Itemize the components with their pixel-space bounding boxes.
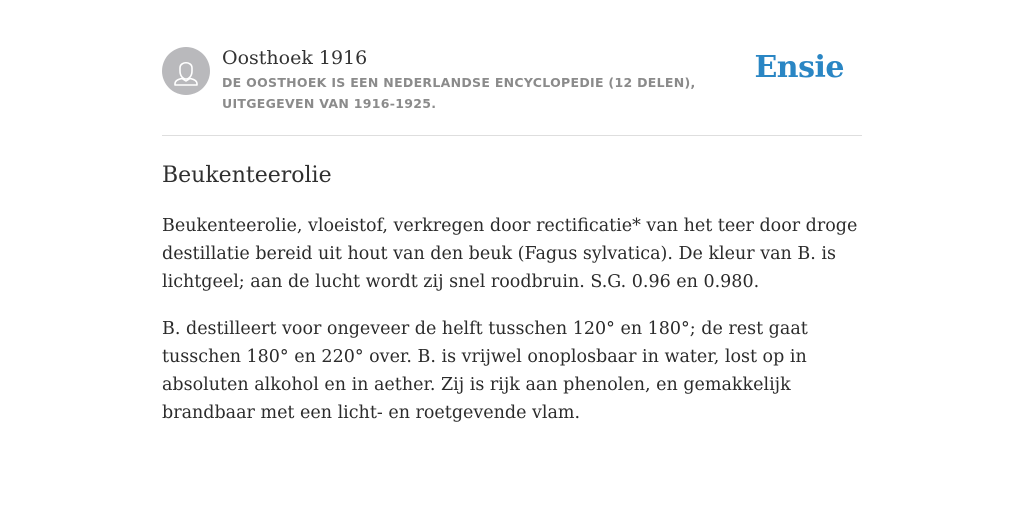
entry-paragraph: Beukenteerolie, vloeistof, verkregen door rectificatie* van het teer door droge destillatie bereid uit hout van den beuk (Fagus sylvatica). De kleur van B. is lichtgeel; aan de lucht wordt zij snel roodbruin. S.G. 0.96 en 0.980. — [162, 216, 858, 292]
user-silhouette-icon — [162, 47, 210, 95]
source-avatar[interactable] — [162, 47, 210, 95]
source-header — [162, 46, 862, 136]
entry-paragraph: B. destilleert voor ongeveer de helft tusschen 120° en 180°; de rest gaat tusschen 180° en 220° over. B. is vrijwel onoplosbaar in water, lost op in absoluten alkohol en in aether. Zij is rijk aan phenolen, en gemakkelijk brandbaar met een licht- en roetgevende vlam. — [162, 319, 808, 423]
ensie-logo[interactable]: Ensie — [754, 50, 844, 85]
entry-card — [162, 46, 862, 427]
entry-title: Beukenteerolie — [162, 163, 332, 188]
source-description: DE OOSTHOEK IS EEN NEDERLANDSE ENCYCLOPEDIE (12 DELEN), UITGEGEVEN VAN 1916-1925. — [222, 75, 696, 111]
entry-body — [162, 212, 862, 427]
source-name[interactable]: Oosthoek 1916 — [222, 47, 368, 69]
